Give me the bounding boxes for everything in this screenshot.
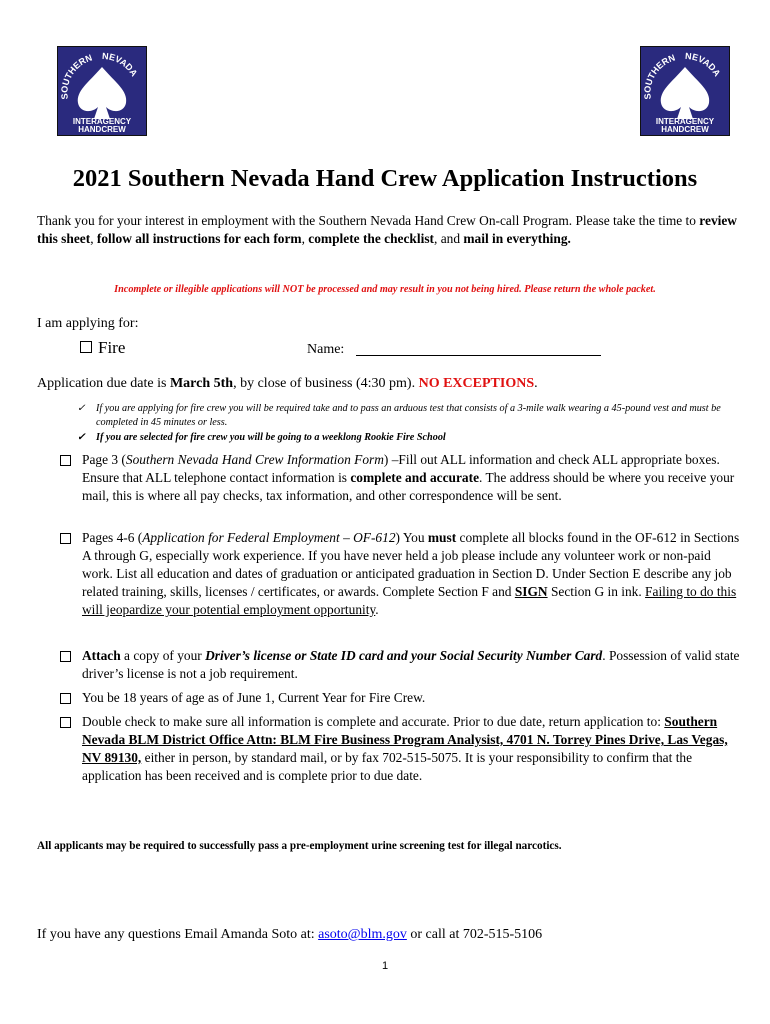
logo-arc-text-left: SOUTHERN	[642, 52, 677, 100]
crew-logo-left	[57, 46, 147, 136]
spade-emblem-icon	[641, 47, 729, 135]
check-mark-icon: ✓	[77, 403, 86, 414]
check-mark-icon: ✓	[77, 432, 86, 443]
due-date-line: Application due date is March 5th, by close of business (4:30 pm). NO EXCEPTIONS.	[37, 376, 538, 391]
fire-option[interactable]	[80, 338, 125, 358]
no-exceptions-text: NO EXCEPTIONS	[418, 376, 535, 391]
checklist-checkbox[interactable]	[60, 717, 71, 728]
checklist-checkbox[interactable]	[60, 693, 71, 704]
logo-line2: HANDCREW	[661, 125, 709, 134]
logo-arc-text-left: SOUTHERN	[59, 52, 94, 100]
rookie-school-note: If you are selected for fire crew you will be going to a weeklong Rookie Fire School	[96, 432, 446, 443]
applying-for-label: I am applying for:	[37, 316, 139, 331]
fire-option-label: Fire	[98, 338, 126, 357]
fire-checkbox[interactable]	[80, 341, 92, 353]
logo-arc-text-right: NEVADA	[101, 50, 140, 79]
incomplete-warning: Incomplete or illegible applications will NOT be processed and may result in you not being hired. Please return the whole packet.	[114, 284, 656, 295]
checklist-checkbox[interactable]	[60, 651, 71, 662]
intro-paragraph: Thank you for your interest in employment with the Southern Nevada Hand Crew On-call Program. Please take the time to review this sheet, follow all instructions for each form, complete the checklist, and mail in everything.	[37, 213, 737, 246]
name-label: Name:	[307, 342, 345, 357]
document-title: 2021 Southern Nevada Hand Crew Application Instructions	[72, 165, 698, 192]
email-link[interactable]: asoto@blm.gov	[318, 927, 407, 942]
logo-line2: HANDCREW	[78, 125, 126, 134]
checklist-checkbox[interactable]	[60, 533, 71, 544]
logo-arc-text-right: NEVADA	[684, 50, 723, 79]
checklist-checkbox[interactable]	[60, 455, 71, 466]
arduous-test-note: If you are applying for fire crew you will be required take and to pass an arduous test that consists of a 3-mile walk wearing a 45-pound vest and must be completed in 45 minutes or less.	[96, 403, 721, 428]
spade-emblem-icon	[58, 47, 146, 135]
logo-line1: INTERAGENCY	[72, 117, 132, 126]
mailing-address: Southern Nevada BLM District Office Attn: BLM Fire Business Program Analysist, 4701 N. Torrey Pines Drive, Las Vegas, NV 89130,	[82, 714, 728, 765]
crew-logo-right	[640, 46, 730, 136]
screening-notice: All applicants may be required to successfully pass a pre-employment urine screening test for illegal narcotics.	[37, 840, 562, 852]
contact-line: If you have any questions Email Amanda Soto at: asoto@blm.gov or call at 702-515-5106	[37, 927, 543, 942]
logo-line1: INTERAGENCY	[655, 117, 715, 126]
page-number: 1	[381, 960, 389, 972]
name-field[interactable]	[356, 355, 601, 356]
